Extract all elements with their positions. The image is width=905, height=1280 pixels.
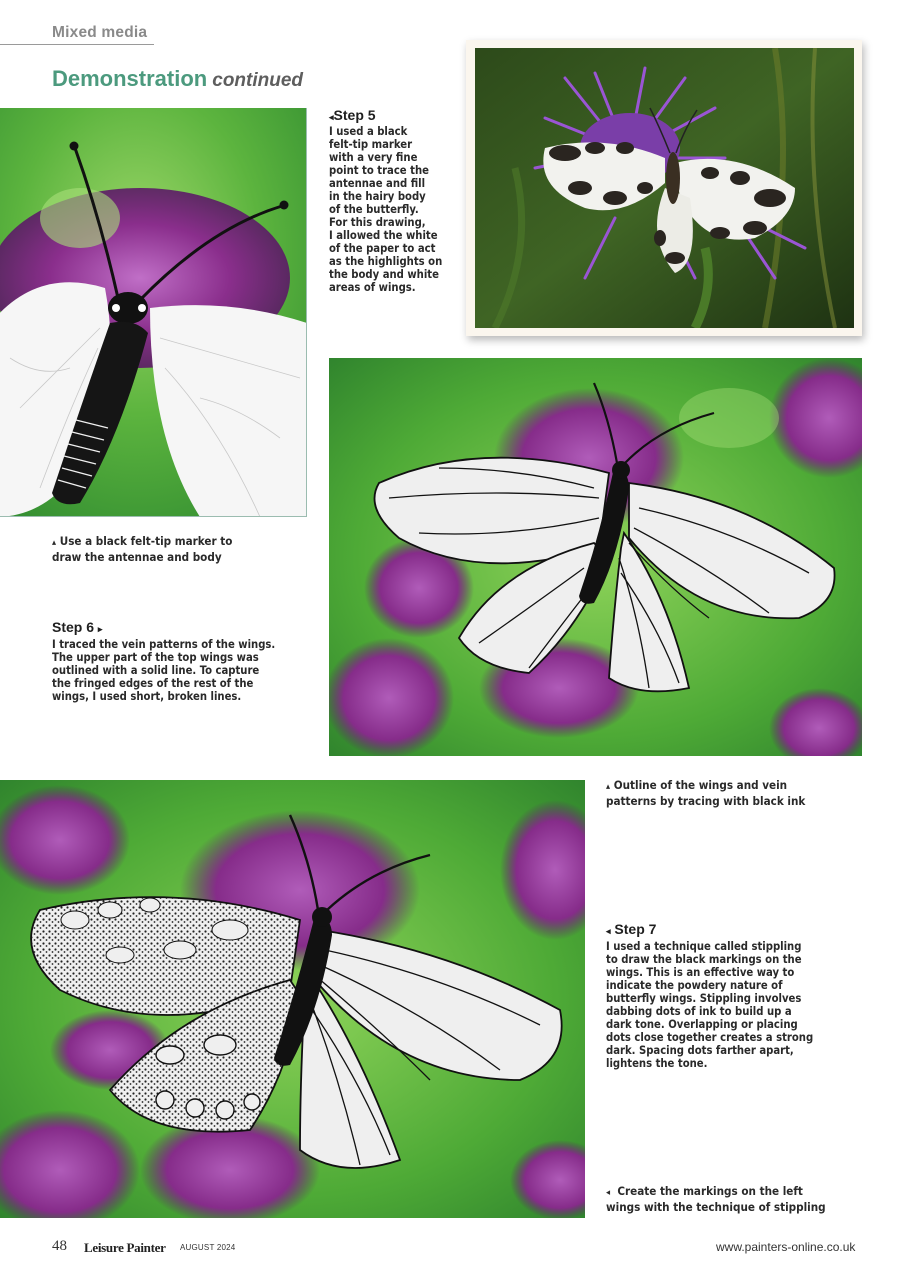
step6-drawing-image: [329, 358, 862, 756]
caption-outline: ▴ Outline of the wings and vein patterns by tracing with black ink: [606, 778, 806, 808]
caption-outline-marker-icon: ▴: [606, 782, 611, 792]
title-continued: continued: [212, 70, 304, 91]
step7-drawing-image: [0, 780, 585, 1218]
step7-marker-icon: ◂: [606, 926, 611, 936]
step6-marker-icon: ▸: [97, 624, 103, 634]
step5-body: I used a black felt-tip marker with a very fine point to trace the antennae and fill in the hairy body of the butterfly. For this drawing, I allowed the white of the paper to act as the highlights on the body and white areas of wings.: [329, 125, 443, 294]
step7-heading: ◂ Step 7: [606, 921, 657, 937]
section-label: Mixed media: [52, 24, 148, 41]
page-number: 48: [52, 1238, 67, 1254]
reference-photo: [475, 48, 854, 328]
reference-photo-frame: [466, 40, 862, 336]
magazine-name: Leisure Painter: [84, 1240, 166, 1255]
caption-stippling-marker-icon: ◂: [606, 1188, 611, 1198]
section-rule: [0, 44, 154, 45]
step5-drawing-image: [0, 108, 307, 517]
step5-marker-icon: ◂: [329, 112, 334, 122]
page-title: [52, 66, 303, 92]
step5-heading: ◂Step 5: [329, 107, 376, 123]
website-url: www.painters-online.co.uk: [716, 1240, 856, 1254]
caption-stippling: ◂ Create the markings on the left wings with the technique of stippling: [606, 1184, 826, 1214]
caption-body-marker-icon: ▴: [52, 538, 57, 548]
caption-body: ▴ Use a black felt-tip marker to draw the antennae and body: [52, 534, 233, 564]
step6-heading: Step 6 ▸: [52, 619, 103, 635]
step7-body: I used a technique called stippling to draw the black markings on the wings. This is an effective way to indicate the powdery nature of butterfly wings. Stippling involves dabbing dots of ink to build up a dark tone. Overlapping or placing dots close together creates a strong dark. Spacing dots farther apart, lightens the tone.: [606, 940, 814, 1070]
title-main: Demonstration: [52, 66, 208, 91]
step6-body: I traced the vein patterns of the wings. The upper part of the top wings was outlined with a solid line. To capture the fringed edges of the rest of the wings, I used short, broken lines.: [52, 638, 276, 703]
issue-date: AUGUST 2024: [180, 1243, 236, 1252]
